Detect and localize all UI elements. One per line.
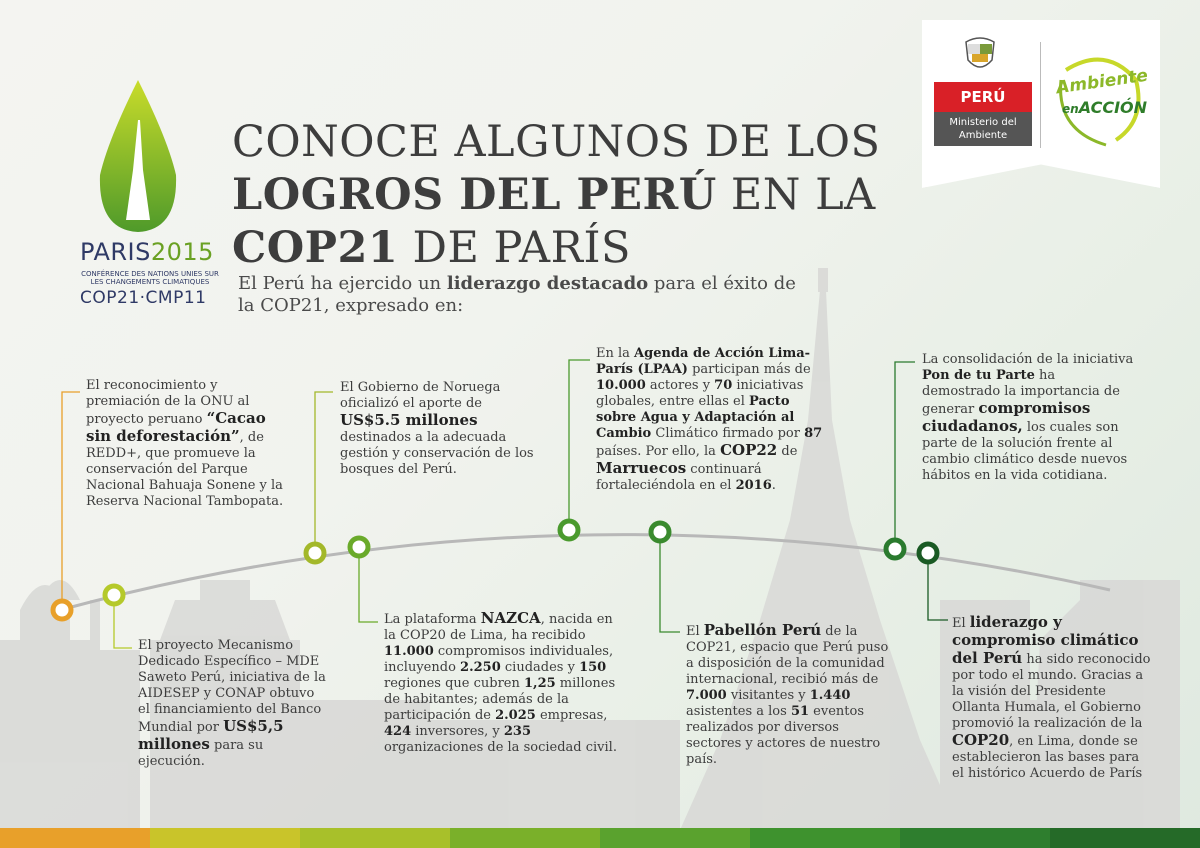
paris-2015-subtitle: CONFÉRENCE DES NATIONS UNIES SUR LES CHANGEMENTS CLIMATIQUES	[81, 270, 219, 286]
intro-text: El Perú ha ejercido un liderazgo destacado para el éxito de la COP21, expresado en:	[238, 273, 796, 316]
cop21-cmp11-label: COP21·CMP11	[80, 288, 207, 308]
achievement-6: El Pabellón Perú de la COP21, espacio que Perú puso a disposición de la comunidad internacional, recibió más de 7.000 visitantes y 1.440 asistentes a los 51 eventos realizados por diversos sectores y actores de nuestro país.	[686, 621, 889, 767]
timeline-dot-3	[306, 544, 324, 562]
achievement-4: La plataforma NAZCA, nacida en la COP20 de Lima, ha recibido 11.000 compromisos individuales, incluyendo 2.250 ciudades y 150 regiones que cubren 1,25 millones de habitantes; además de la participación de 2.025 empresas, 424 inversores, y 235 organizaciones de la sociedad civil.	[384, 609, 617, 755]
timeline-curve	[60, 535, 1110, 610]
achievement-8: El liderazgo y compromiso climático del Perú ha sido reconocido por todo el mundo. Gracias a la visión del Presidente Ollanta Humala, el Gobierno promovió la realización de la COP20, en Lima, donde se establecieron las bases para el histórico Acuerdo de París	[952, 613, 1151, 781]
achievement-2: El proyecto Mecanismo Dedicado Específico – MDE Saweto Perú, iniciativa de la AIDESEP y CONAP obtuvo el financiamiento del Banco Mundial por US$5,5 millones para su ejecución.	[138, 638, 326, 769]
timeline-dot-1	[53, 601, 71, 619]
achievement-1: El reconocimiento y premiación de la ONU al proyecto peruano “Cacao sin deforestación”, de REDD+, que promueve la conservación del Parque Nacional Bahuaja Sonene y la Reserva Nacional Tambopata.	[86, 378, 284, 509]
peru-label: PERÚ	[934, 82, 1032, 112]
bar-segment-2	[150, 828, 300, 848]
page-title: CONOCE ALGUNOS DE LOS LOGROS DEL PERÚ EN LA COP21 DE PARÍS	[232, 117, 881, 273]
bar-segment-1	[0, 828, 150, 848]
bar-segment-5	[600, 828, 750, 848]
bar-segment-4	[450, 828, 600, 848]
bar-segment-7	[900, 828, 1050, 848]
timeline-dot-7	[886, 540, 904, 558]
achievement-3: El Gobierno de Noruega oficializó el aporte de US$5.5 millones destinados a la adecuada gestión y conservación de los bosques del Perú.	[340, 380, 534, 477]
achievement-5: En la Agenda de Acción Lima-París (LPAA) participan más de 10.000 actores y 70 iniciativas globales, entre ellas el Pacto sobre Agua y Adaptación al Cambio Climático firmado por 87 países. Por ello, la COP22 de Marruecos continuará fortaleciéndola en el 2016.	[596, 346, 823, 493]
timeline-dot-5	[560, 521, 578, 539]
bottom-color-bar	[0, 828, 1200, 848]
campaign-en-accion: enACCIÓN	[1062, 98, 1148, 117]
bar-segment-6	[750, 828, 900, 848]
achievement-7: La consolidación de la iniciativa Pon de tu Parte ha demostrado la importancia de generar compromisos ciudadanos, los cuales son parte de la solución frente al cambio climático desde nuevos hábitos en la vida cotidiana.	[922, 352, 1134, 483]
bar-segment-8	[1050, 828, 1200, 848]
timeline-dot-6	[651, 523, 669, 541]
bar-segment-3	[300, 828, 450, 848]
ministry-name: Ministerio del Ambiente	[934, 112, 1032, 146]
campaign-ambiente: Ambiente	[1055, 65, 1150, 99]
timeline-dot-8	[919, 544, 937, 562]
timeline-dot-2	[105, 586, 123, 604]
timeline-dot-4	[350, 538, 368, 556]
paris-2015-title: PARIS2015	[80, 238, 214, 266]
